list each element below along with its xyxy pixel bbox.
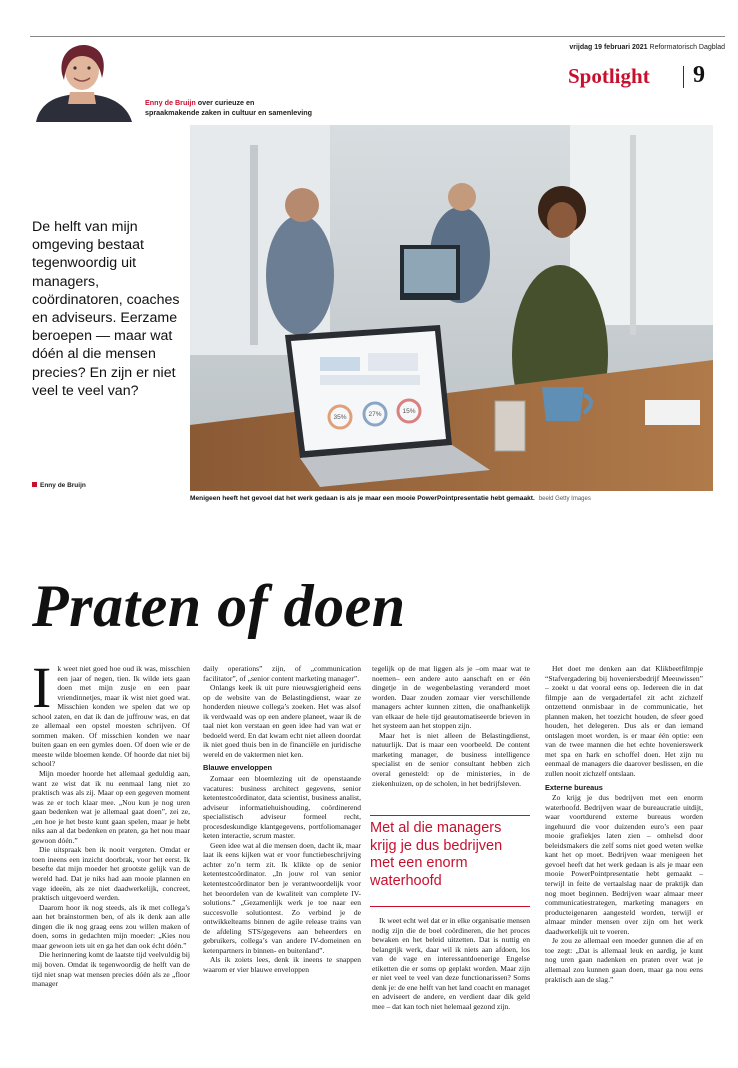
paragraph: Die uitspraak ben ik nooit vergeten. Omdat er toen ineens een inzicht doorbrak, voor het eerst. Ik besefte dat mijn moeder het grootste gelijk van de wereld had. Dat je niks had aan mooie plannen en vage ideeën, als ze niet daadwerkelijk, concreet, praktisch uitgevoerd werden. xyxy=(32,845,190,903)
paragraph: k weet niet goed hoe oud ik was, misschien een jaar of negen, tien. Ik wilde iets gaan doen met mijn zusje en een paar vriendinnetjes, maar ik wist niet goed wat. Misschien konden we spelen dat we op school zaten, en dat ik dan de juffrouw was, en dat ze allemaal een opstel moesten schrijven. Of sommen maken. Of misschien konden we naar buiten gaan en een gymles doen. Of doen wie er de meeste wilde bloemen kende. Of hoorde dat niet bij school? xyxy=(32,664,190,769)
photo-caption xyxy=(190,495,713,502)
article-column-3b xyxy=(372,916,530,1011)
paper-name: Reformatorisch Dagblad xyxy=(649,44,725,51)
byline-description-2: spraakmakende zaken in cultuur en samenleving xyxy=(145,108,312,117)
paragraph: Zomaar een bloemlezing uit de openstaande vacatures: business architect gegevens, senior ketentestcoördinator, data scientist, business analist, adviseur informatiehuishouding, coördinerend specialistisch adviseur formeel recht, procesdeskundige klantgegevens, portfoliomanager keten interactie, scrum master. xyxy=(203,774,361,841)
page-number: 9 xyxy=(693,62,705,88)
article-column-1 xyxy=(32,655,190,989)
photo-credit: beeld Getty Images xyxy=(538,496,591,502)
hero-photo xyxy=(190,125,713,491)
top-rule xyxy=(30,36,725,37)
paragraph: daily operations” zijn, of „communication facilitator”, of „senior content marketing manager”. xyxy=(203,664,361,683)
subheading-blauwe-enveloppen: Blauwe enveloppen xyxy=(203,763,272,773)
intro-text: De helft van mijn omgeving bestaat tegenwoordig uit managers, coördinatoren, coaches en adviseurs. Eerzame beroepen — maar wat dóén al die mensen precies? En zijn er niet veel te veel van? xyxy=(32,219,180,399)
paragraph: Daarom hoor ik nog steeds, als ik met collega’s aan het brainstormen ben, of als ik denk aan alle dingen die ik nog graag eens zou willen maken of doen, soms in gedachten mijn moeder: „Kies nou maar gewoon iets uit en ga het dan ook écht dóén.” xyxy=(32,902,190,950)
article-column-4 xyxy=(545,664,703,984)
intro-author xyxy=(32,482,86,489)
author-marker-icon xyxy=(32,482,37,487)
photo-chart-label-2: 27% xyxy=(368,411,382,418)
pullquote-top-rule xyxy=(370,815,530,816)
drop-cap: I xyxy=(32,655,52,720)
author-byline xyxy=(145,98,355,118)
date-text: vrijdag 19 februari 2021 xyxy=(569,44,648,51)
paragraph: Maar het is niet alleen de Belastingdienst, natuurlijk. Dat is maar een voorbeeld. De content marketing manager, de business intelligence specialist en de senior consultant hebben zich overal genesteld: op de ministeries, in de ziekenhuizen, op de scholen, in het bedrijfsleven. xyxy=(372,730,530,788)
paragraph: Ik weet echt wel dat er in elke organisatie mensen nodig zijn die de boel coördineren, die het proces bewaken en het beleid uitzetten. Dat is nuttig en belangrijk werk, daar wil ik niets aan afdoen, los van de vage en interessantdoenerige Engelse etiketten die er soms op geplakt worden. Maar zijn er niet veel te veel van deze functionarissen? Soms denk je: de ene helft van het land coacht en managet en adviseert de andere, en verdient daar dik geld mee – dat kan toch niet helemaal gezond zijn. xyxy=(372,916,530,1011)
issue-date xyxy=(523,44,725,51)
paragraph: Als ik zoiets lees, denk ik ineens te snappen waarom er vier blauwe enveloppen xyxy=(203,955,361,974)
photo-chart-label-3: 15% xyxy=(402,408,416,415)
author-photo xyxy=(30,40,138,122)
paragraph: Die herinnering komt de laatste tijd veelvuldig bij mij boven. Omdat ik tegenwoordig de helft van de tijd niet snap wat mensen precies dóén als ze „floor manager xyxy=(32,950,190,989)
section-title: Spotlight xyxy=(568,64,650,88)
paragraph: Het doet me denken aan dat Klikbeetfilmpje “Stafvergadering bij hoveniersbedrijf Meeuwissen” – zoekt u dat vooral eens op. Iedereen die in dat filmpje aan de vergadertafel zit acht zichzelf ontzettend onmisbaar in de communicatie, het plannen maken, het toezicht houden, de sfeer goed houden, het delegeren. Dus als er dan iemand ontslagen moet worden, is er maar één optie: een van de twee mannen die het echte hovenierswerk met spa en hark en schoffel doen. Het zijn nu eenmaal de managers die daarover beslissen, en die zullen nooit zichzelf ontslaan. xyxy=(545,664,703,779)
article-column-3 xyxy=(372,664,530,788)
masthead-divider xyxy=(683,66,684,88)
paragraph: Geen idee wat al die mensen doen, dacht ik, maar laat ik eens kijken wat er voor functiebeschrijving achter zo’n term zit. Ik klikte op de senior ketentestcoördinator. „In jouw rol van senior ketentestcoördinator ben je verantwoordelijk voor het beoordelen van de kwaliteit van complete IV-solutions.” „Gezamenlijk werk je toe naar een succesvolle solutiontest. Zo verbind je de ontwikkelteams binnen de agile release trains van de afdeling STS/gegevens aan beheerders en gebruikers, collega’s van andere IV-domeinen en ketenpartners in binnen- en buitenland”. xyxy=(203,840,361,955)
pullquote-bottom-rule xyxy=(370,906,530,907)
paragraph: Mijn moeder hoorde het allemaal geduldig aan, want ze wist dat ik nu eenmaal lang niet zo praktisch was als zij. Maar op een gegeven moment was ze er toch klaar mee. „Nou kun je nog uren gaan bedenken wat je allemaal gaat doen”, zei ze, „en hoe je het beste kunt gaan spelen, maar je hebt niks aan al dat bedenken en praten, ga het nou maar gewoon dóén.” xyxy=(32,769,190,845)
article-column-2 xyxy=(203,664,361,975)
caption-text: Menigeen heeft het gevoel dat het werk gedaan is als je maar een mooie PowerPointpresentatie hebt gemaakt. xyxy=(190,495,535,502)
paragraph: Onlangs keek ik uit pure nieuwsgierigheid eens op de website van de Belastingdienst, waar ze honderden nieuwe collega’s zoeken. Het was alsof ik verdwaald was op een andere planeet, waar ik de taal niet kon verstaan en geen idee had van wat er bedoeld werd. En dat kwam echt niet alleen doordat ik niet goed thuis ben in de financiële en juridische wereld en de vaktermen niet ken. xyxy=(203,683,361,759)
pullquote: Met al die managers krijg je dus bedrijven met een enorm waterhoofd xyxy=(370,820,503,889)
photo-chart-label-1: 35% xyxy=(333,414,347,421)
paragraph: Je zou ze allemaal een moeder gunnen die af en toe zegt: „Dat is allemaal leuk en aardig, je kunt nog uren gaan nadenken en praten over wat je allemaal zou kunnen gaan doen, maar ga nou eens praktisch aan de slag.” xyxy=(545,936,703,984)
byline-description-1: over curieuze en xyxy=(197,98,255,107)
paragraph: tegelijk op de mat liggen als je –om maar wat te noemen– een andere auto aanschaft en er één dingetje in de wegenbelasting veranderd moet worden. Daar zouden zomaar vier verschillende managers achter kunnen zitten, die onafhankelijk van elkaar de hele tijd geautomatiseerde brieven in het systeem aan het stoppen zijn. xyxy=(372,664,530,731)
intro-author-name: Enny de Bruijn xyxy=(40,482,86,489)
paragraph: Zo krijg je dus bedrijven met een enorm waterhoofd. Bedrijven waar de bureaucratie uitdijt, waar voortdurend externe bureaus worden ingehuurd die voor duizenden euro’s een paar mooie grafiekjes laten zien – omhelsd door beleidsmakers die zelf soms niet goed weten welke kant het op moet. Bedrijven waar menigeen het gevoel heeft dat het werk gedaan is als je maar een mooie PowerPointpresentatie hebt gemaakt – terwijl in feite de vertaalslag naar de praktijk dan nog moet beginnen. Bedrijven waar almaar meer communicatiestrategen, marketing managers en producteigenaren aangesteld worden, terwijl er almaar minder mensen over zijn om het werk daadwerkelijk uit te voeren. xyxy=(545,793,703,936)
headline: Praten of doen xyxy=(32,573,406,639)
byline-author-name: Enny de Bruijn xyxy=(145,98,196,107)
subheading-externe-bureaus: Externe bureaus xyxy=(545,782,603,792)
